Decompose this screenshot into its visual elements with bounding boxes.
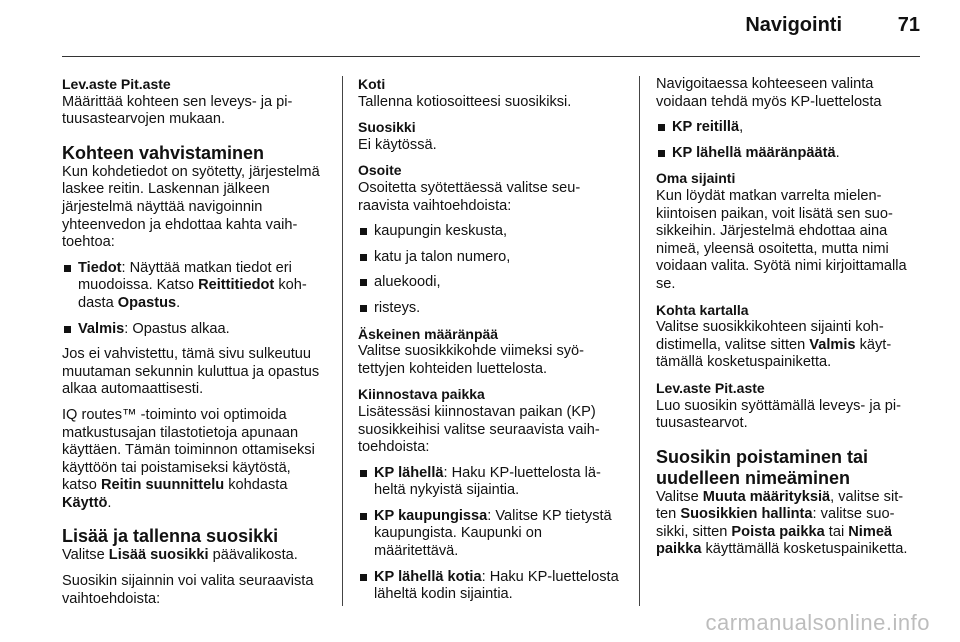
- text: kohdasta: [78, 277, 307, 311]
- text: .: [835, 144, 840, 161]
- term: Valmis: [78, 320, 125, 337]
- bullet-item: [656, 145, 918, 163]
- term: KP reitillä: [672, 119, 740, 136]
- paragraph: Suosikin sijainnin voi valita seuraavista vaihtoehdoista:: [62, 573, 314, 607]
- text: : Näyttää matkan tiedot eri muodoissa. Katso: [78, 259, 292, 294]
- subheading: Osoite: [358, 162, 402, 179]
- subheading: Kohta kartalla: [656, 301, 749, 318]
- term: KP lähellä: [374, 464, 444, 481]
- paragraph: Lisätessäsi kiinnostavan paikan (KP) suosikkeihisi valitse seuraavista vaihtoehdoista:: [358, 403, 600, 456]
- bullet-item: [656, 119, 918, 137]
- text: : valitse suosikki, sitten: [656, 506, 895, 540]
- column-2: [358, 76, 620, 612]
- term: KP kaupungissa: [374, 507, 488, 524]
- text: .: [176, 294, 181, 311]
- bullet-item: katu ja talon numero,: [358, 249, 620, 267]
- text: IQ routes™ -toiminto voi optimoida matkustusajan tilastotietoja apunaan käyttäen. Tämän toiminnon ottamiseksi käyttöön tai poistamiseksi käytöstä, katso: [62, 406, 315, 494]
- page-number: 71: [897, 14, 920, 36]
- term: Poista paikka: [731, 523, 825, 540]
- paragraph: [62, 547, 324, 565]
- text: käyttämällä kosketuspainiketta.: [656, 336, 892, 371]
- column-1: [62, 76, 324, 608]
- column-3: [656, 76, 918, 559]
- subheading: Kiinnostava paikka: [358, 386, 485, 403]
- subheading: Äskeinen määränpää: [358, 325, 499, 342]
- term: Reittitiedot: [198, 277, 275, 294]
- term: KP lähellä kotia: [374, 568, 482, 585]
- text: käyttämällä kosketuspainiketta.: [701, 541, 908, 558]
- bullet-item: [358, 508, 620, 561]
- subheading: Lev.aste Pit.aste: [62, 76, 171, 92]
- term: Valmis: [809, 336, 856, 353]
- term: Nimeä paikka: [656, 523, 893, 558]
- text: Valitse: [62, 547, 109, 564]
- paragraph: Navigoitaessa kohteeseen valinta voidaan tehdä myös KP-luettelosta: [656, 76, 882, 110]
- term: Käyttö: [62, 494, 108, 511]
- text: : Opastus alkaa.: [124, 320, 230, 337]
- bullet-item: risteys.: [358, 300, 620, 318]
- header-rule: [62, 56, 920, 57]
- column-divider: [639, 76, 640, 606]
- text: : Haku KP-luettelosta läheltä kodin sijaintia.: [374, 568, 619, 603]
- section-heading: Kohteen vahvistaminen: [62, 142, 265, 163]
- column-divider: [342, 76, 343, 606]
- text: .: [107, 494, 112, 511]
- paragraph: Osoitetta syötettäessä valitse seuraavista vaihtoehdoista:: [358, 179, 581, 214]
- term: Lisää suosikki: [108, 547, 209, 564]
- text: päävalikosta.: [208, 547, 298, 564]
- term: Suosikkien hallinta: [680, 506, 813, 523]
- paragraph: Valitse suosikkikohde viimeksi syötettyjen kohteiden luettelosta.: [358, 343, 585, 377]
- bullet-item: [358, 465, 620, 500]
- text: : Valitse KP tietystä kaupungista. Kaupunki on määritettävä.: [374, 507, 612, 560]
- paragraph: Tallenna kotiosoitteesi suosikiksi.: [358, 93, 572, 110]
- text: ,: [739, 119, 744, 136]
- section-heading: Lisää ja tallenna suosikki: [62, 526, 279, 547]
- bullet-item: kaupungin keskusta,: [358, 223, 620, 241]
- paragraph: Luo suosikin syöttämällä leveys- ja pituusastearvot.: [656, 397, 901, 432]
- subheading: Suosikki: [358, 119, 416, 136]
- paragraph: [656, 489, 918, 559]
- term: Muuta määrityksiä: [702, 488, 831, 505]
- paragraph: [62, 407, 324, 513]
- text: , valitse sitten: [656, 488, 904, 523]
- text: : Haku KP-luettelosta läheltä nykyistä sijaintia.: [374, 464, 601, 499]
- paragraph: [656, 319, 918, 372]
- text: Valitse suosikkikohteen sijainti kohdistimella, valitse sitten: [656, 319, 884, 353]
- paragraph: Kun kohdetiedot on syötetty, järjestelmä laskee reitin. Laskennan jälkeen järjestelmä näyttää navigoinnin yhteenvedon ja ehdottaa kahta vaihtoehtoa:: [62, 163, 320, 251]
- text: kohdasta: [224, 477, 288, 494]
- paragraph: Ei käytössä.: [358, 136, 437, 153]
- page-header: [0, 0, 960, 52]
- paragraph: Kun löydät matkan varrelta mielenkiintoisen paikan, voit lisätä sen suosikkeihin. Järjestelmä ehdottaa aina nimeä, yleensä osoitetta, mutta nimi voidaan valita. Syötä nimi kirjoittamalla se.: [656, 187, 907, 292]
- paragraph: Määrittää kohteen sen leveys- ja pituusastearvojen mukaan.: [62, 93, 293, 128]
- bullet-item: [358, 569, 620, 604]
- subheading: Lev.aste Pit.aste: [656, 379, 765, 396]
- subheading: Koti: [358, 76, 386, 92]
- term: Tiedot: [78, 259, 122, 276]
- term: KP lähellä määränpäätä: [672, 144, 836, 161]
- watermark: carmanualsonline.info: [705, 610, 930, 635]
- term: Reitin suunnittelu: [100, 477, 225, 494]
- paragraph: Jos ei vahvistettu, tämä sivu sulkeutuu muutaman sekunnin kuluttua ja opastus alkaa automaattisesti.: [62, 346, 320, 398]
- subheading: Oma sijainti: [656, 170, 736, 187]
- bullet-item: [62, 260, 324, 313]
- text: Valitse: [656, 488, 703, 505]
- bullet-item: aluekoodi,: [358, 274, 620, 292]
- bullet-item: [62, 321, 324, 339]
- term: Opastus: [117, 294, 177, 311]
- text: tai: [824, 523, 849, 540]
- page-title: Navigointi: [745, 14, 842, 36]
- section-heading: Suosikin poistaminen tai uudelleen nimeäminen: [656, 446, 869, 488]
